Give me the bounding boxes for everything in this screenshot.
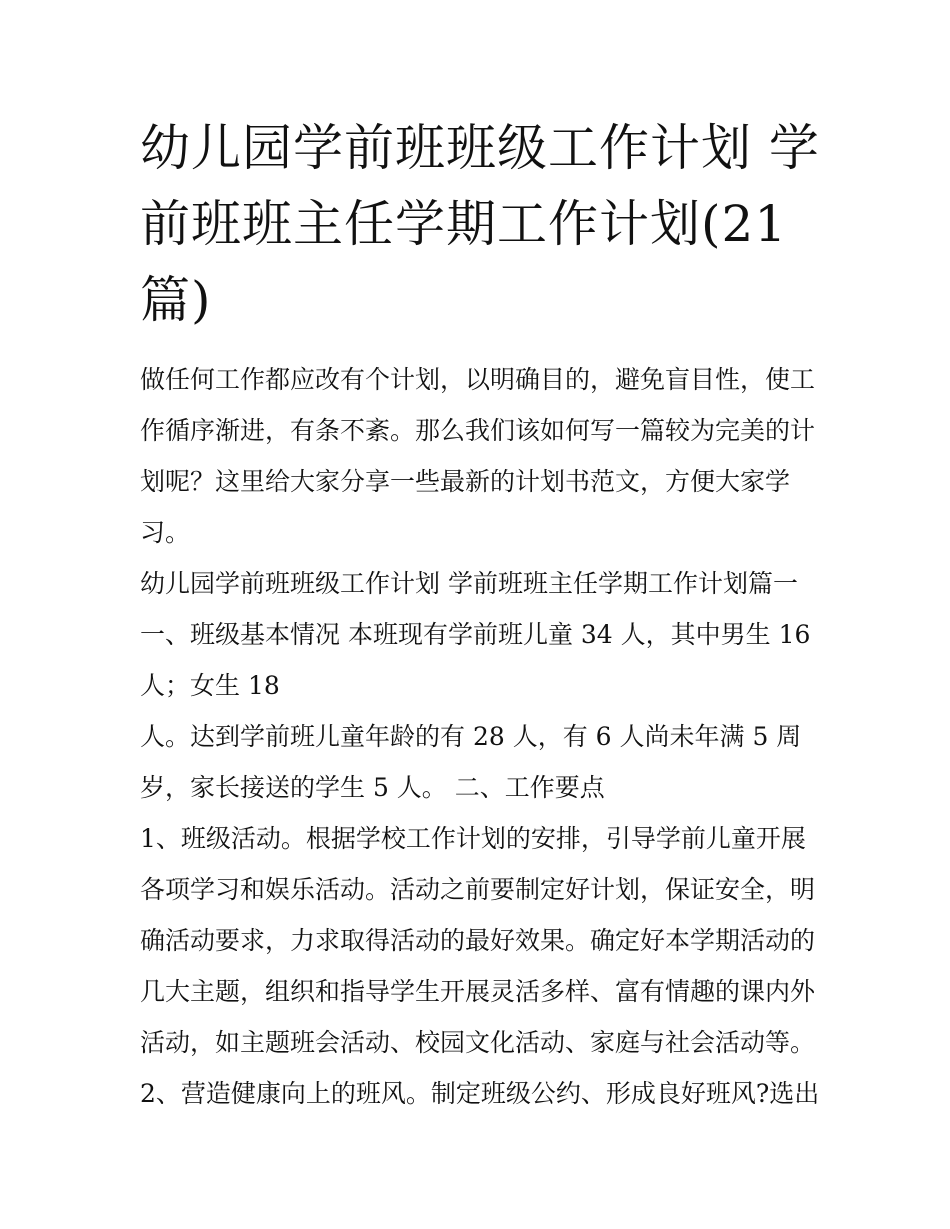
intro-paragraph [140,354,820,558]
text-line: 活动，如主题班会活动、校园文化活动、家庭与社会活动等。 [140,1028,816,1057]
text-line: 人；女生 18 [140,671,280,700]
class-info-paragraph [140,609,820,813]
title-line: 篇) [140,271,212,329]
document-body [140,354,820,1119]
text-line: 2、营造健康向上的班风。制定班级公约、形成良好班风?选出 [140,1079,820,1108]
text-line: 作循序渐进，有条不紊。那么我们该如何写一篇较为完美的计 [140,416,816,445]
title-line: 前班班主任学期工作计划(21 [140,195,788,253]
text-line: 确活动要求，力求取得活动的最好效果。确定好本学期活动的 [140,926,816,955]
text-line: 岁，家长接送的学生 5 人。 二、工作要点 [140,773,605,802]
text-line: 习。 [140,518,191,547]
text-line: 做任何工作都应改有个计划，以明确目的，避免盲目性，使工 [140,365,816,394]
document-page [140,110,820,1119]
text-line: 一、班级基本情况 本班现有学前班儿童 34 人，其中男生 16 [140,620,811,649]
activity-paragraph [140,813,820,1068]
text-line: 划呢？这里给大家分享一些最新的计划书范文，方便大家学 [140,467,791,496]
title-line: 幼儿园学前班班级工作计划 学 [140,119,820,177]
text-line: 几大主题，组织和指导学生开展灵活多样、富有情趣的课内外 [140,977,816,1006]
section-heading [140,558,820,609]
class-style-paragraph [140,1068,820,1119]
document-title [140,110,820,338]
text-line: 幼儿园学前班班级工作计划 学前班班主任学期工作计划篇一 [140,569,798,598]
text-line: 1、班级活动。根据学校工作计划的安排，引导学前儿童开展 [140,824,806,853]
text-line: 各项学习和娱乐活动。活动之前要制定好计划，保证安全，明 [140,875,816,904]
text-line: 人。达到学前班儿童年龄的有 28 人，有 6 人尚未年满 5 周 [140,722,802,751]
